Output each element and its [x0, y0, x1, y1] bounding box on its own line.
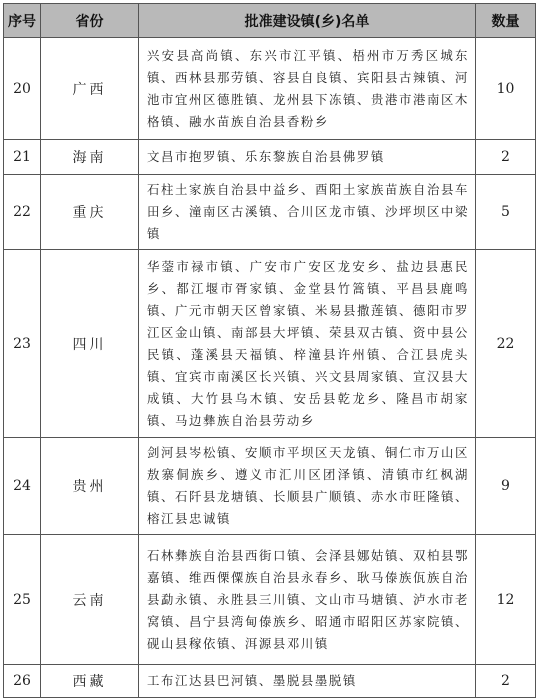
row-towns: 文昌市抱罗镇、乐东黎族自治县佛罗镇: [139, 140, 476, 175]
row-count: 10: [476, 38, 536, 140]
row-province: 重庆: [41, 175, 139, 250]
row-index: 22: [4, 175, 41, 250]
row-province: 云南: [41, 535, 139, 665]
row-province: 贵州: [41, 438, 139, 535]
row-count: 12: [476, 535, 536, 665]
table-row: [4, 250, 536, 438]
table-row: [4, 140, 536, 175]
header-index: 序号: [4, 4, 41, 38]
row-index: 24: [4, 438, 41, 535]
row-towns: 工布江达县巴河镇、墨脱县墨脱镇: [139, 665, 476, 698]
header-province: 省份: [41, 4, 139, 38]
table-row: [4, 438, 536, 535]
row-index: 23: [4, 250, 41, 438]
row-towns: 剑河县岑松镇、安顺市平坝区天龙镇、铜仁市万山区敖寨侗族乡、遵义市汇川区团泽镇、清镇市红枫湖镇、石阡县龙塘镇、长顺县广顺镇、赤水市旺隆镇、榕江县忠诚镇: [139, 438, 476, 535]
header-count: 数量: [476, 4, 536, 38]
row-count: 2: [476, 140, 536, 175]
row-count: 9: [476, 438, 536, 535]
row-towns: 石林彝族自治县西街口镇、会泽县娜姑镇、双柏县鄂嘉镇、维西傈僳族自治县永春乡、耿马傣族佤族自治县勐永镇、永胜县三川镇、文山市马塘镇、泸水市老窝镇、昌宁县湾甸傣族乡、昭通市昭阳区苏家院镇、砚山县稼依镇、洱源县邓川镇: [139, 535, 476, 665]
table-header-row: [4, 4, 536, 38]
row-count: 2: [476, 665, 536, 698]
table-row: [4, 665, 536, 698]
row-towns: 兴安县高尚镇、东兴市江平镇、梧州市万秀区城东镇、西林县那劳镇、容县自良镇、宾阳县古辣镇、河池市宜州区德胜镇、龙州县下冻镇、贵港市港南区木格镇、融水苗族自治县香粉乡: [139, 38, 476, 140]
row-count: 5: [476, 175, 536, 250]
row-count: 22: [476, 250, 536, 438]
row-index: 20: [4, 38, 41, 140]
header-towns: 批准建设镇(乡)名单: [139, 4, 476, 38]
row-index: 26: [4, 665, 41, 698]
row-province: 海南: [41, 140, 139, 175]
table-row: [4, 38, 536, 140]
row-index: 25: [4, 535, 41, 665]
table-row: [4, 535, 536, 665]
row-index: 21: [4, 140, 41, 175]
row-towns: 华蓥市禄市镇、广安市广安区龙安乡、盐边县惠民乡、都江堰市胥家镇、金堂县竹篙镇、平昌县鹿鸣镇、广元市朝天区曾家镇、米易县撒莲镇、德阳市罗江区金山镇、南部县大坪镇、荣县双古镇、资中县公民镇、蓬溪县天福镇、梓潼县许州镇、合江县虎头镇、宜宾市南溪区长兴镇、兴文县周家镇、宣汉县大成镇、大竹县乌木镇、安岳县乾龙乡、隆昌市胡家镇、马边彝族自治县劳动乡: [139, 250, 476, 438]
row-province: 西藏: [41, 665, 139, 698]
row-province: 广西: [41, 38, 139, 140]
row-province: 四川: [41, 250, 139, 438]
row-towns: 石柱土家族自治县中益乡、酉阳土家族苗族自治县车田乡、潼南区古溪镇、合川区龙市镇、沙坪坝区中梁镇: [139, 175, 476, 250]
town-list-table: [3, 3, 536, 698]
table-row: [4, 175, 536, 250]
